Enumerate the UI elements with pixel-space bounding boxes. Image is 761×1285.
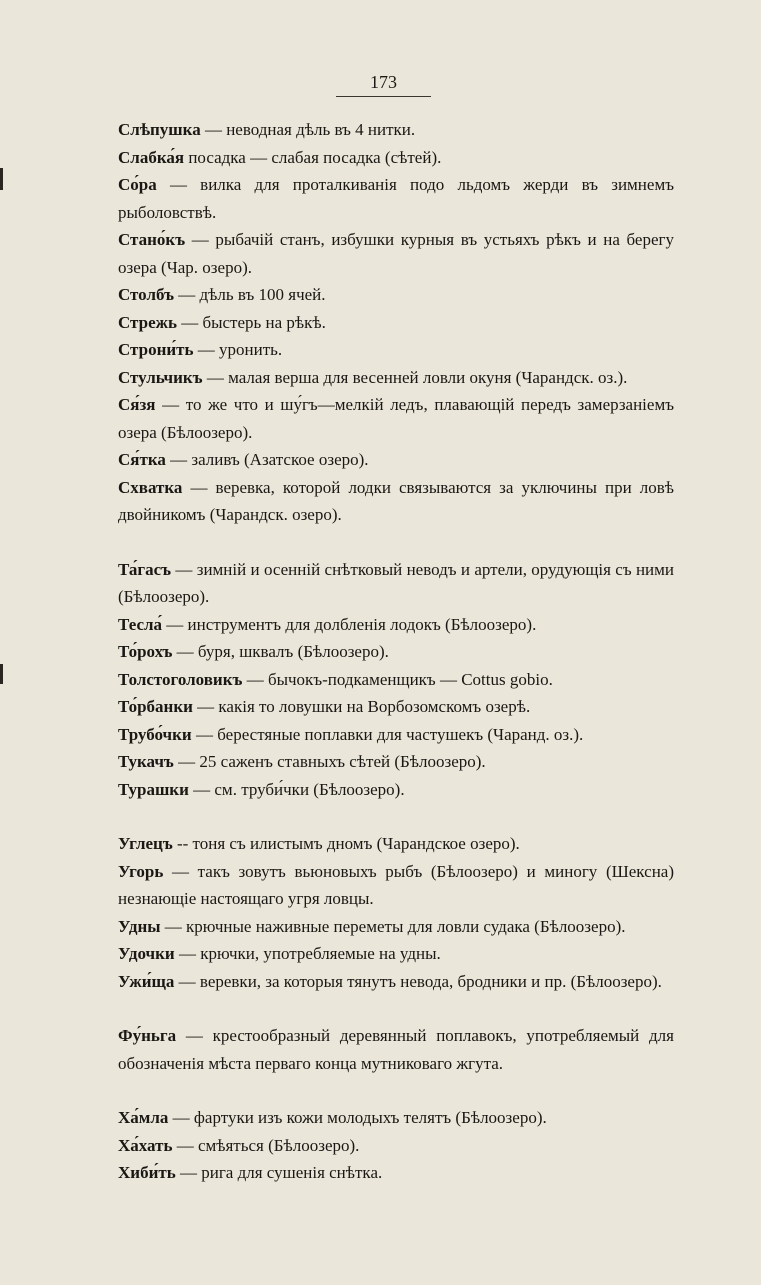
left-margin-mark — [0, 664, 3, 684]
glossary-entry — [118, 611, 674, 639]
glossary-entry — [118, 391, 674, 446]
glossary-entry — [118, 1022, 674, 1077]
entry-definition: — веревка, которой лодки связываются за уключины при ловѣ двойникомъ (Чарандск. озеро). — [118, 477, 674, 524]
entry-definition: — рига для сушенія снѣтка. — [175, 1163, 383, 1182]
entry-term: Со́ра — [118, 175, 157, 194]
glossary-text — [118, 116, 674, 1187]
glossary-entry — [118, 638, 674, 666]
entry-definition: — неводная дѣль въ 4 нитки. — [200, 120, 416, 139]
glossary-entry — [118, 1132, 674, 1160]
header-rule — [336, 96, 431, 97]
entry-term: Удны — [118, 916, 161, 936]
glossary-entry — [118, 364, 674, 392]
entry-term: То́рохъ — [118, 642, 173, 661]
section-gap — [118, 1077, 674, 1104]
entry-term: Тукачъ — [118, 752, 174, 771]
glossary-entry — [118, 721, 674, 749]
glossary-entry — [118, 968, 674, 996]
entry-term: То́рбанки — [118, 697, 193, 716]
entry-term: Ся́зя — [118, 395, 156, 414]
entry-term: Стрежь — [118, 312, 177, 332]
entry-definition: — заливъ (Азатское озеро). — [165, 450, 369, 469]
entry-definition: — см. труби́чки (Бѣлоозеро). — [188, 779, 405, 799]
glossary-entry — [118, 1104, 674, 1132]
entry-definition: — зимній и осенній снѣтковый неводъ и артели, орудующія съ ними (Бѣлоозеро). — [118, 559, 674, 606]
entry-definition: — берестяные поплавки для частушекъ (Чаранд. оз.). — [191, 724, 584, 744]
glossary-entry — [118, 281, 674, 309]
entry-term: Ужи́ща — [118, 971, 175, 991]
entry-definition: — уронить. — [193, 340, 283, 359]
entry-definition: — такъ зовутъ вьюновыхъ рыбъ (Бѣлоозеро) и миногу (Шексна) незнающіе настоящаго угря ловцы. — [118, 861, 674, 908]
entry-term: Толстоголовикъ — [118, 669, 243, 689]
entry-term: Строни́ть — [118, 340, 194, 359]
glossary-entry — [118, 474, 674, 529]
entry-definition: — фартуки изъ кожи молодыхъ телятъ (Бѣлоозеро). — [168, 1108, 547, 1127]
entry-definition: — крючные наживные переметы для ловли судака (Бѣлоозеро). — [160, 916, 626, 936]
glossary-entry — [118, 940, 674, 968]
entry-definition: посадка — слабая посадка (сѣтей). — [184, 147, 442, 167]
entry-term: Трубо́чки — [118, 724, 192, 744]
entry-term: Стульчикъ — [118, 367, 203, 387]
entry-term: Та́гасъ — [118, 559, 172, 579]
glossary-entry — [118, 830, 674, 858]
glossary-entry — [118, 116, 674, 144]
section-gap — [118, 803, 674, 830]
entry-definition: -- тоня съ илистымъ дномъ (Чарандское озеро). — [172, 834, 520, 853]
entry-term: Столбъ — [118, 285, 174, 304]
entry-term: Хиби́ть — [118, 1163, 176, 1182]
glossary-entry — [118, 336, 674, 364]
entry-term: Тесла́ — [118, 614, 163, 634]
glossary-entry — [118, 144, 674, 172]
entry-term: Слабка́я — [118, 147, 185, 167]
entry-term: Ся́тка — [118, 450, 166, 469]
glossary-entry — [118, 858, 674, 913]
entry-definition: — инструментъ для долбленія лодокъ (Бѣлоозеро). — [162, 614, 537, 634]
entry-definition: — дѣль въ 100 ячей. — [173, 285, 326, 304]
entry-term: Угорь — [118, 861, 164, 881]
entry-term: Слѣпушка — [118, 120, 201, 139]
page-number: 173 — [370, 72, 397, 92]
glossary-entry — [118, 309, 674, 337]
glossary-entry — [118, 666, 674, 694]
left-margin-mark — [0, 168, 3, 190]
glossary-entry — [118, 913, 674, 941]
section-gap — [118, 995, 674, 1022]
section-gap — [118, 529, 674, 556]
entry-definition: — веревки, за которыя тянутъ невода, бродники и пр. (Бѣлоозеро). — [174, 971, 662, 991]
glossary-entry — [118, 776, 674, 804]
entry-term: Турашки — [118, 779, 189, 799]
entry-definition: — какія то ловушки на Ворбозомскомъ озерѣ. — [192, 697, 531, 716]
entry-definition: — смѣяться (Бѣлоозеро). — [172, 1135, 360, 1155]
entry-definition: — рыбачій станъ, избушки курныя въ устьяхъ рѣкъ и на берегу озера (Чар. озеро). — [118, 230, 674, 277]
entry-term: Стано́къ — [118, 230, 186, 249]
glossary-entry — [118, 226, 674, 281]
entry-term: Удочки — [118, 944, 175, 963]
entry-term: Ха́мла — [118, 1108, 169, 1127]
glossary-entry — [118, 171, 674, 226]
entry-definition: — то же что и шу́гъ—мелкій ледъ, плавающій передъ замерзаніемъ озера (Бѣлоозеро). — [118, 395, 674, 442]
entry-definition: — 25 саженъ ставныхъ сѣтей (Бѣлоозеро). — [173, 752, 486, 771]
glossary-entry — [118, 446, 674, 474]
entry-definition: — крестообразный деревянный поплавокъ, употребляемый для обозначенія мѣста перваго конца мутниковаго жгута. — [118, 1026, 674, 1073]
glossary-entry — [118, 556, 674, 611]
entry-term: Схватка — [118, 477, 183, 497]
entry-definition: — бычокъ-подкаменщикъ — Cottus gobio. — [242, 669, 553, 689]
entry-term: Углецъ — [118, 834, 173, 853]
entry-definition: — быстерь на рѣкѣ. — [176, 312, 326, 332]
entry-term: Ха́хать — [118, 1135, 173, 1155]
entry-term: Фу́ньга — [118, 1026, 177, 1045]
entry-definition: — крючки, употребляемые на удны. — [174, 944, 441, 963]
glossary-entry — [118, 748, 674, 776]
entry-definition: — буря, шквалъ (Бѣлоозеро). — [172, 642, 389, 661]
entry-definition: — вилка для проталкиванія подо льдомъ жерди въ зимнемъ рыболовствѣ. — [118, 175, 674, 222]
entry-definition: — малая верша для весенней ловли окуня (Чарандск. оз.). — [202, 367, 628, 387]
glossary-entry — [118, 1159, 674, 1187]
glossary-entry — [118, 693, 674, 721]
